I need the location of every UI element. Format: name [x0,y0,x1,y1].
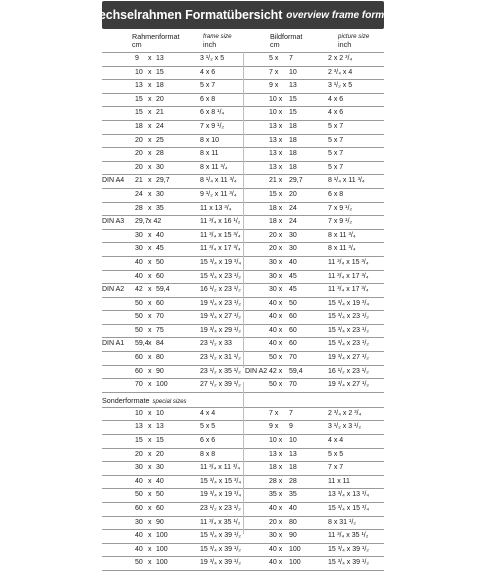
table-body [102,52,384,571]
picture-inch: 15 ³/₄ x 39 ¹/₂ [328,559,369,567]
picture-height-cm: 90 [289,532,297,540]
picture-width-cm: 35 x [269,491,283,499]
frame-height-cm: 90 [156,367,164,375]
frame-height-cm: 29,7 [156,177,170,185]
frame-times: x [148,450,152,458]
picture-height-cm: 28 [289,477,297,485]
special-sizes-title: Sonderformate [102,395,150,405]
frame-width-cm: 29,7 [135,218,149,226]
picture-height-cm: 30 [289,245,297,253]
frame-inch: 15 ³/₄ x 39 ¹/₂ [200,532,241,540]
frame-inch: 19 ³/₄ x 39 ¹/₂ [200,559,241,567]
picture-height-cm: 13 [289,450,297,458]
picture-inch: 2 ³/₄ x 2 ³/₄ [328,409,362,417]
frame-times: x [148,505,152,512]
frame-inch: 19 ³/₄ x 19 ³/₄ [200,491,242,499]
frame-times: x [148,163,152,171]
frame-width-cm: 42 [135,286,143,294]
picture-height-cm: 29,7 [289,177,303,185]
frame-times: x [148,409,152,417]
picture-inch: 5 x 7 [328,136,344,144]
picture-width-cm: 7 x [269,68,279,76]
frame-width-cm: 50 [135,491,143,499]
frame-width-cm: 10 [135,409,143,417]
header-picture-inch: inch [338,40,352,49]
frame-width-cm: 40 [135,272,143,280]
picture-height-cm: 20 [289,190,297,198]
picture-inch: 15 ³/₄ x 23 ¹/₂ [328,313,369,321]
picture-inch: 8 x 31 ¹/₂ [328,518,357,526]
picture-inch: 8 ¹/₄ x 11 ³/₄ [328,177,365,185]
frame-times: x [148,68,152,76]
frame-inch: 19 ³/₄ x 29 ¹/₂ [200,326,241,334]
frame-inch: 8 x 8 [200,450,216,458]
frame-width-cm: 15 [135,437,143,445]
frame-height-cm: 50 [156,258,164,266]
frame-height-cm: 15 [156,68,164,76]
frame-inch: 5 x 5 [200,423,216,431]
picture-height-cm: 24 [289,218,297,226]
frame-times: x [148,518,152,526]
special-sizes-subtitle: special sizes [152,398,187,405]
frame-height-cm: 21 [156,109,164,117]
frame-inch: 8 x 11 ³/₄ [200,163,228,171]
picture-width-cm: 21 x [269,177,283,185]
frame-inch: 4 x 4 [200,409,216,417]
table-row [102,543,384,557]
frame-times: x [148,150,152,158]
picture-height-cm: 100 [289,545,301,553]
frame-times: x [148,55,152,62]
frame-inch: 11 ³/₄ x 11 ³/₄ [200,464,241,472]
din-label: DIN A2 [102,286,125,294]
picture-height-cm: 7 [289,55,293,62]
picture-height-cm: 50 [289,299,297,307]
picture-inch: 11 ³/₄ x 15 ³/₄ [328,258,369,266]
frame-inch: 11 x 13 ³/₄ [200,204,232,212]
frame-inch: 16 ¹/₂ x 23 ¹/₂ [200,286,241,294]
picture-inch: 15 ³/₄ x 15 ³/₄ [328,505,370,512]
frame-height-cm: 30 [156,464,164,472]
frame-width-cm: 60 [135,354,143,362]
header-frame-inch: inch [203,40,217,49]
frame-height-cm: 25 [156,136,164,144]
picture-height-cm: 18 [289,136,297,144]
frame-inch: 27 ¹/₂ x 39 ¹/₂ [200,381,241,389]
frame-times: x [148,437,152,445]
din-label: DIN A3 [102,218,125,226]
picture-width-cm: 40 x [269,505,283,512]
picture-width-cm: 20 x [269,231,283,239]
frame-times: x [148,381,152,389]
frame-height-cm: 13 [156,55,164,62]
frame-times: x [148,464,152,472]
frame-times: x [148,95,152,103]
page-title: Wechselrahmen Formatübersicht [87,8,283,22]
frame-width-cm: 40 [135,532,143,540]
picture-inch: 11 ³/₄ x 17 ³/₄ [328,272,369,280]
frame-inch: 15 ³/₄ x 19 ³/₄ [200,258,242,266]
picture-width-cm: 13 x [269,150,283,158]
column-divider [243,382,244,534]
picture-inch: 4 x 4 [328,437,344,445]
picture-width-cm: 5 x [269,55,279,62]
frame-height-cm: 90 [156,518,164,526]
picture-height-cm: 59,4 [289,367,303,375]
picture-width-cm: 28 x [269,477,283,485]
frame-height-cm: 20 [156,95,164,103]
picture-inch: 19 ³/₄ x 27 ¹/₂ [328,381,369,389]
frame-times: x [148,245,152,253]
frame-width-cm: 50 [135,299,143,307]
frame-width-cm: 60 [135,367,143,375]
table-header [102,32,384,52]
picture-inch: 15 ³/₄ x 39 ¹/₂ [328,545,369,553]
frame-height-cm: 30 [156,190,164,198]
frame-inch: 4 x 6 [200,68,216,76]
frame-height-cm: 100 [156,545,168,553]
picture-inch: 8 x 11 ³/₄ [328,245,356,253]
frame-inch: 11 ³/₄ x 16 ¹/₂ [200,218,241,226]
frame-inch: 23 ¹/₂ x 33 [200,340,232,348]
picture-width-cm: 13 x [269,136,283,144]
title-bar [87,1,399,29]
frame-times: x [148,340,152,348]
frame-times: x [148,272,152,280]
picture-height-cm: 45 [289,286,297,294]
picture-height-cm: 10 [289,68,297,76]
picture-inch: 5 x 7 [328,122,344,130]
picture-inch: 2 x 2 ³/₄ [328,55,353,62]
picture-height-cm: 60 [289,340,297,348]
frame-height-cm: 84 [156,340,164,348]
picture-width-cm: 7 x [269,409,279,417]
frame-width-cm: 13 [135,82,143,90]
picture-width-cm: 30 x [269,258,283,266]
frame-height-cm: 100 [156,381,168,389]
picture-inch: 11 ³/₄ x 17 ³/₄ [328,286,369,294]
frame-height-cm: 15 [156,437,164,445]
frame-width-cm: 13 [135,423,143,431]
frame-width-cm: 70 [135,381,143,389]
frame-times: x [148,204,152,212]
picture-width-cm: 18 x [269,464,283,472]
picture-height-cm: 60 [289,326,297,334]
header-frame-format: Rahmenformat [132,32,180,41]
frame-inch: 19 ³/₄ x 27 ¹/₂ [200,313,241,321]
picture-height-cm: 9 [289,423,293,431]
header-frame-size: frame size [203,33,232,40]
header-picture-format: Bildformat [270,32,303,41]
picture-height-cm: 100 [289,559,301,567]
frame-width-cm: 9 [135,55,139,62]
frame-inch: 23 ¹/₂ x 35 ¹/₂ [200,367,241,375]
frame-width-cm: 21 [135,177,143,185]
frame-times: x 42 [148,218,162,226]
header-picture-cm: cm [270,40,280,49]
frame-height-cm: 80 [156,354,164,362]
frame-height-cm: 10 [156,409,164,417]
picture-width-cm: 18 x [269,204,283,212]
frame-height-cm: 59,4 [156,286,170,294]
picture-inch: 7 x 7 [328,464,344,472]
picture-inch: 15 ³/₄ x 23 ¹/₂ [328,326,369,334]
frame-times: x [148,177,152,185]
frame-inch: 9 ¹/₂ x 11 ³/₄ [200,190,237,198]
frame-width-cm: 20 [135,150,143,158]
picture-width-cm: 10 x [269,437,283,445]
frame-inch: 7 x 9 ¹/₂ [200,122,225,130]
picture-width-cm: 13 x [269,122,283,130]
picture-inch: 15 ³/₄ x 23 ¹/₂ [328,340,369,348]
frame-inch: 6 x 8 [200,95,216,103]
frame-inch: 19 ³/₄ x 23 ¹/₂ [200,299,241,307]
frame-inch: 8 x 11 [200,150,219,158]
page-subtitle: overview frame formats [286,9,399,21]
frame-width-cm: 15 [135,95,143,103]
frame-height-cm: 20 [156,450,164,458]
din-label: DIN A1 [102,340,125,348]
picture-inch: 16 ¹/₂ x 23 ¹/₂ [328,367,369,375]
picture-height-cm: 70 [289,381,297,389]
frame-inch: 15 ³/₄ x 15 ³/₄ [200,477,242,485]
frame-inch: 11 ³/₄ x 15 ³/₄ [200,231,241,239]
frame-times: x [148,545,152,553]
frame-times: x [148,286,152,294]
frame-inch: 15 ³/₄ x 39 ¹/₂ [200,545,241,553]
picture-inch: 6 x 8 [328,190,344,198]
frame-height-cm: 13 [156,423,164,431]
frame-width-cm: 50 [135,326,143,334]
picture-inch: 15 ³/₄ x 19 ³/₄ [328,299,370,307]
picture-inch: 8 x 11 ³/₄ [328,231,356,239]
frame-height-cm: 50 [156,491,164,499]
frame-inch: 11 ³/₄ x 35 ¹/₂ [200,518,241,526]
frame-height-cm: 75 [156,326,164,334]
picture-height-cm: 18 [289,150,297,158]
frame-height-cm: 28 [156,150,164,158]
picture-width-cm: 9 x [269,82,279,90]
frame-width-cm: 50 [135,313,143,321]
frame-width-cm: 30 [135,518,143,526]
picture-width-cm: 18 x [269,218,283,226]
frame-times: x [148,354,152,362]
frame-width-cm: 40 [135,258,143,266]
frame-width-cm: 30 [135,245,143,253]
picture-inch: 4 x 6 [328,95,344,103]
picture-height-cm: 18 [289,122,297,130]
picture-inch: 7 x 9 ¹/₂ [328,204,353,212]
picture-inch: 19 ³/₄ x 27 ¹/₂ [328,354,369,362]
frame-height-cm: 60 [156,505,164,512]
frame-times: x [148,299,152,307]
frame-width-cm: 20 [135,136,143,144]
picture-inch: 11 x 11 [328,477,350,485]
picture-width-cm: 10 x [269,95,283,103]
frame-times: x [148,477,152,485]
frame-times: x [148,109,152,117]
header-picture-size: picture size [338,33,370,40]
picture-width-cm: 50 x [269,381,283,389]
frame-times: x [148,82,152,90]
frame-inch: 6 x 6 [200,437,216,445]
frame-times: x [148,122,152,130]
picture-height-cm: 18 [289,464,297,472]
picture-height-cm: 15 [289,95,297,103]
frame-height-cm: 35 [156,204,164,212]
picture-inch: 5 x 7 [328,150,344,158]
frame-width-cm: 18 [135,122,143,130]
picture-height-cm: 45 [289,272,297,280]
frame-width-cm: 24 [135,190,143,198]
din-label-right: DIN A2 [245,367,268,375]
picture-width-cm: 40 x [269,299,283,307]
frame-height-cm: 100 [156,532,168,540]
frame-inch: 23 ¹/₂ x 23 ¹/₂ [200,505,241,512]
table-row [102,556,384,571]
frame-times: x [148,367,152,375]
frame-inch: 5 x 7 [200,82,216,90]
picture-width-cm: 20 x [269,518,283,526]
picture-inch: 4 x 6 [328,109,344,117]
picture-height-cm: 13 [289,82,297,90]
frame-width-cm: 30 [135,231,143,239]
frame-height-cm: 45 [156,245,164,253]
picture-height-cm: 80 [289,518,297,526]
picture-inch: 5 x 5 [328,450,344,458]
picture-height-cm: 35 [289,491,297,499]
picture-width-cm: 30 x [269,286,283,294]
picture-height-cm: 24 [289,204,297,212]
frame-height-cm: 30 [156,163,164,171]
picture-width-cm: 15 x [269,190,283,198]
frame-times: x [148,423,152,431]
frame-width-cm: 15 [135,109,143,117]
picture-width-cm: 40 x [269,326,283,334]
picture-inch: 3 ¹/₂ x 3 ¹/₂ [328,423,362,431]
frame-height-cm: 18 [156,82,164,90]
frame-times: x [148,258,152,266]
picture-height-cm: 7 [289,409,293,417]
header-frame-cm: cm [132,40,142,49]
picture-height-cm: 40 [289,258,297,266]
frame-width-cm: 60 [135,505,143,512]
din-label: DIN A4 [102,177,125,185]
frame-height-cm: 60 [156,299,164,307]
frame-height-cm: 100 [156,559,168,567]
frame-height-cm: 40 [156,477,164,485]
frame-times: x [148,190,152,198]
frame-times: x [148,326,152,334]
format-table [102,32,384,567]
frame-width-cm: 40 [135,545,143,553]
frame-width-cm: 59,4 [135,340,149,348]
picture-height-cm: 10 [289,437,297,445]
picture-width-cm: 40 x [269,313,283,321]
picture-height-cm: 40 [289,505,297,512]
frame-width-cm: 30 [135,464,143,472]
frame-width-cm: 20 [135,450,143,458]
picture-width-cm: 40 x [269,559,283,567]
frame-inch: 6 x 8 ¹/₄ [200,109,225,117]
picture-width-cm: 50 x [269,354,283,362]
frame-inch: 8 ¹/₄ x 11 ³/₄ [200,177,237,185]
frame-inch: 11 ³/₄ x 17 ³/₄ [200,245,241,253]
picture-width-cm: 9 x [269,423,279,431]
picture-width-cm: 40 x [269,545,283,553]
frame-times: x [148,136,152,144]
picture-height-cm: 30 [289,231,297,239]
picture-inch: 13 ³/₄ x 13 ³/₄ [328,491,370,499]
picture-inch: 7 x 9 ¹/₂ [328,218,353,226]
picture-width-cm: 13 x [269,450,283,458]
frame-width-cm: 20 [135,163,143,171]
picture-inch: 5 x 7 [328,163,344,171]
frame-height-cm: 70 [156,313,164,321]
picture-width-cm: 42 x [269,367,283,375]
picture-width-cm: 40 x [269,340,283,348]
picture-width-cm: 13 x [269,163,283,171]
picture-height-cm: 70 [289,354,297,362]
frame-height-cm: 60 [156,272,164,280]
frame-height-cm: 24 [156,122,164,130]
frame-inch: 8 x 10 [200,136,220,144]
picture-inch: 3 ¹/₂ x 5 [328,82,353,90]
picture-inch: 2 ³/₄ x 4 [328,68,353,76]
frame-height-cm: 40 [156,231,164,239]
frame-width-cm: 40 [135,477,143,485]
picture-width-cm: 10 x [269,109,283,117]
picture-height-cm: 60 [289,313,297,321]
picture-width-cm: 30 x [269,532,283,540]
picture-width-cm: 30 x [269,272,283,280]
frame-times: x [148,559,152,567]
frame-width-cm: 50 [135,559,143,567]
frame-inch: 23 ¹/₂ x 31 ¹/₂ [200,354,241,362]
frame-width-cm: 28 [135,204,143,212]
frame-inch: 3 ¹/₂ x 5 [200,55,225,62]
picture-inch: 11 ³/₄ x 35 ¹/₂ [328,532,369,540]
frame-times: x [148,313,152,321]
column-divider [243,52,244,368]
frame-inch: 15 ³/₄ x 23 ¹/₂ [200,272,241,280]
picture-height-cm: 18 [289,163,297,171]
frame-times: x [148,491,152,499]
frame-times: x [148,231,152,239]
picture-height-cm: 15 [289,109,297,117]
frame-width-cm: 10 [135,68,143,76]
picture-width-cm: 20 x [269,245,283,253]
frame-times: x [148,532,152,540]
